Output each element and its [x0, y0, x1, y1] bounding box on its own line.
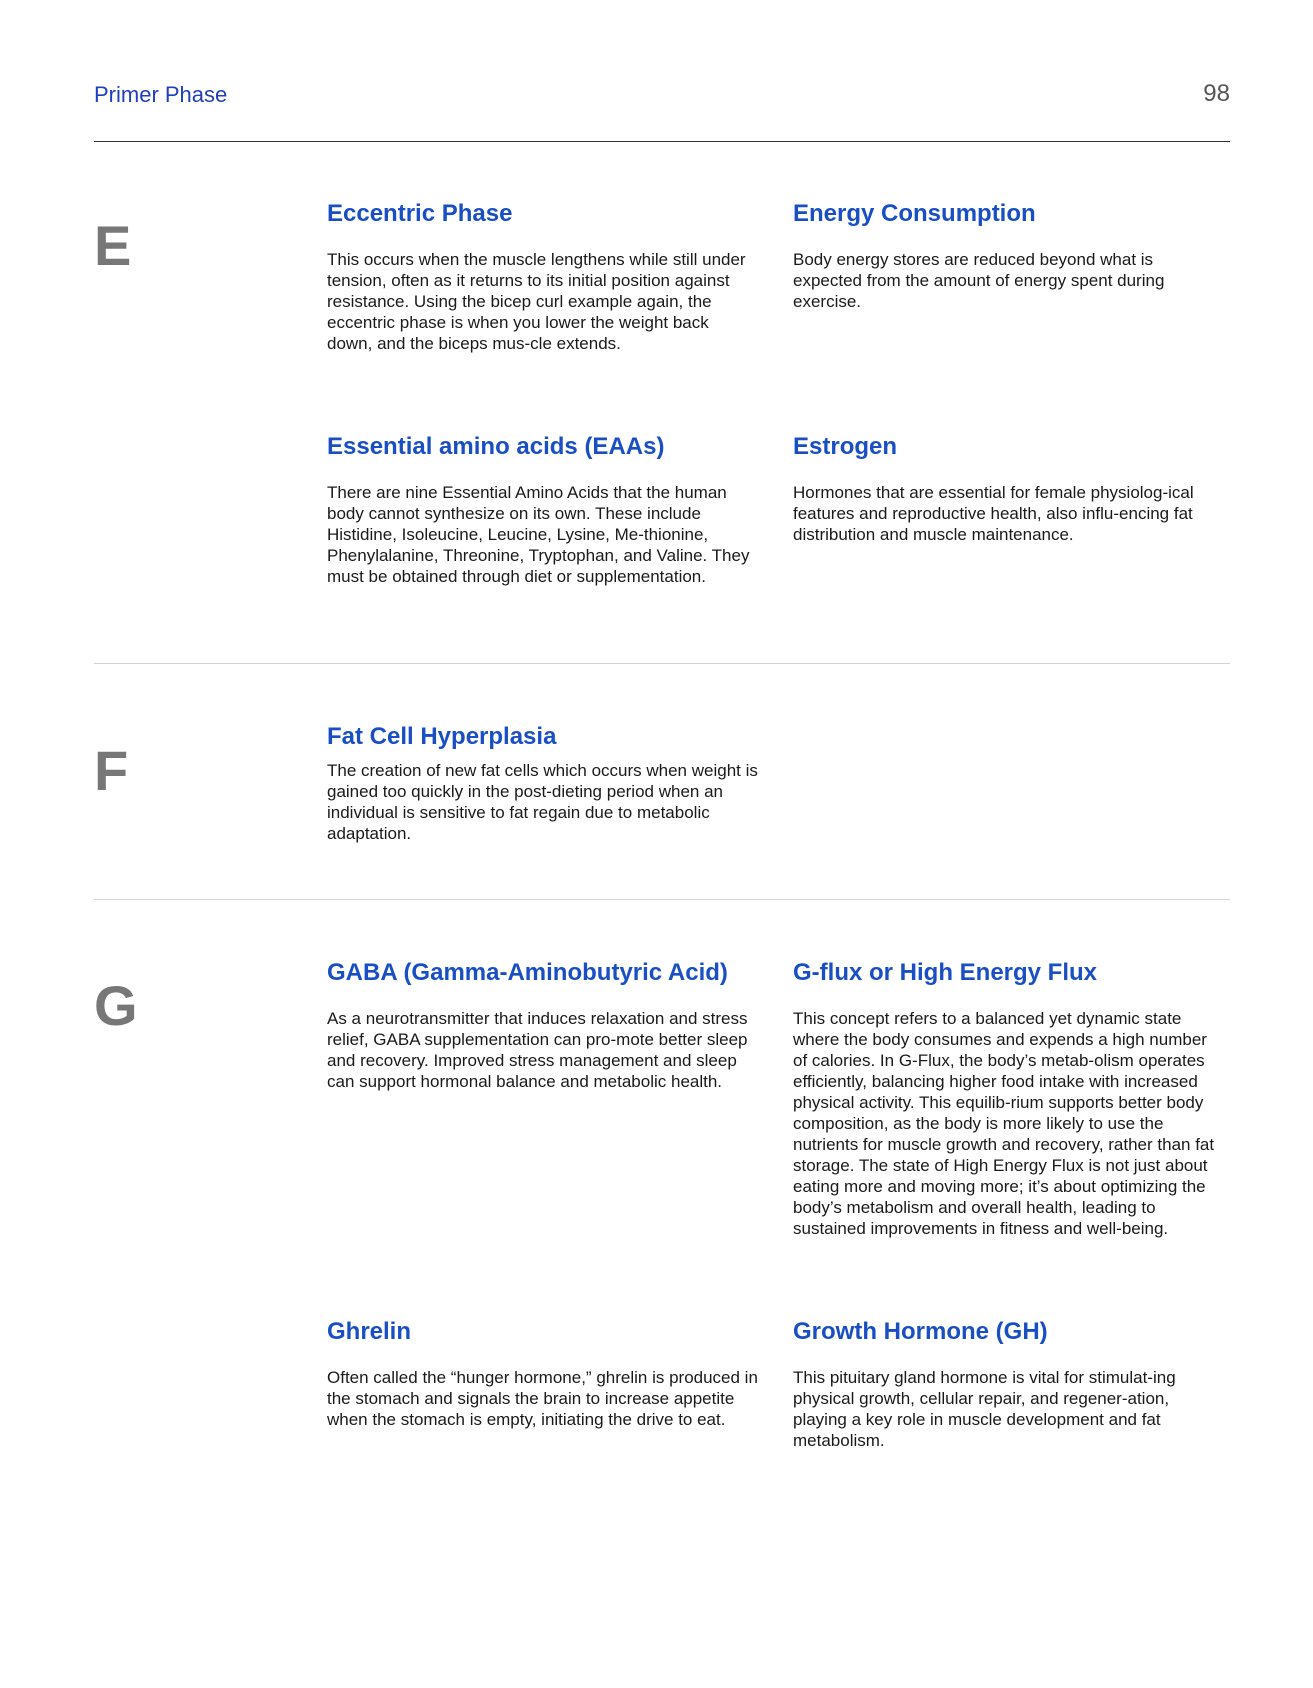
entry-body: Often called the “hunger hormone,” ghrelin is produced in the stomach and signals the brain to increase appetite when the stomach is empty, initiating the drive to eat.	[327, 1368, 758, 1429]
entry-title: G-flux or High Energy Flux	[793, 959, 1098, 986]
entry-title: Essential amino acids (EAAs)	[327, 433, 665, 460]
section-divider	[94, 899, 1230, 900]
section-divider	[94, 663, 1230, 664]
entry-title: Eccentric Phase	[327, 200, 513, 227]
glossary-entry-fat-cell-hyperplasia	[327, 722, 762, 844]
entry-body: Hormones that are essential for female physiolog-ical features and reproductive health, also influ-encing fat distribution and muscle maintenance.	[793, 483, 1194, 544]
glossary-entry-ghrelin	[327, 1317, 762, 1430]
entry-title: Energy Consumption	[793, 200, 1036, 227]
entry-title: Estrogen	[793, 433, 898, 460]
page-number: 98	[1203, 80, 1230, 107]
section-letter-f: F	[94, 739, 129, 802]
entry-body: This concept refers to a balanced yet dynamic state where the body consumes and expends a high number of calories. In G-Flux, the body’s metab-olism operates efficiently, balancing higher food intake with increased physical activity. This equilib-rium supports better body composition, as the body is more likely to use the nutrients for muscle growth and recovery, rather than fat storage. The state of High Energy Flux is not just about eating more and moving more; it’s about optimizing the body’s metabolism and overall health, leading to sustained improvements in fitness and well-being.	[793, 1009, 1215, 1238]
glossary-entry-estrogen	[793, 432, 1228, 545]
glossary-entry-growth-hormone	[793, 1317, 1228, 1451]
page-header	[94, 78, 1230, 118]
entry-body: As a neurotransmitter that induces relaxation and stress relief, GABA supplementation can pro-mote better sleep and recovery. Improved stress management and sleep can support hormonal balance and metabolic health.	[327, 1009, 748, 1091]
entry-title: Growth Hormone (GH)	[793, 1318, 1048, 1345]
glossary-entry-g-flux	[793, 958, 1228, 1239]
entry-title: Ghrelin	[327, 1318, 412, 1345]
entry-body: Body energy stores are reduced beyond what is expected from the amount of energy spent during exercise.	[793, 250, 1165, 311]
glossary-entry-eccentric-phase	[327, 199, 762, 354]
header-divider	[94, 141, 1230, 142]
glossary-entry-energy-consumption	[793, 199, 1228, 312]
entry-body: This occurs when the muscle lengthens while still under tension, often as it returns to its initial position against resistance. Using the bicep curl example again, the eccentric phase is when you lower the weight back down, and the biceps mus-cle extends.	[327, 250, 746, 353]
section-letter-e: E	[94, 214, 132, 277]
entry-title: Fat Cell Hyperplasia	[327, 723, 557, 750]
entry-body: This pituitary gland hormone is vital for stimulat-ing physical growth, cellular repair, and regener-ation, playing a key role in muscle development and fat metabolism.	[793, 1368, 1176, 1450]
glossary-entry-essential-amino-acids	[327, 432, 762, 587]
header-title: Primer Phase	[94, 82, 228, 107]
entry-title: GABA (Gamma-Aminobutyric Acid)	[327, 959, 728, 986]
entry-body: There are nine Essential Amino Acids that the human body cannot synthesize on its own. These include Histidine, Isoleucine, Leucine, Lysine, Me-thionine, Phenylalanine, Threonine, Tryptophan, and Valine. They must be obtained through diet or supplementation.	[327, 483, 750, 586]
glossary-entry-gaba	[327, 958, 762, 1092]
section-letter-g: G	[94, 974, 138, 1037]
entry-body: The creation of new fat cells which occurs when weight is gained too quickly in the post-dieting period when an individual is sensitive to fat regain due to metabolic adaptation.	[327, 761, 758, 843]
